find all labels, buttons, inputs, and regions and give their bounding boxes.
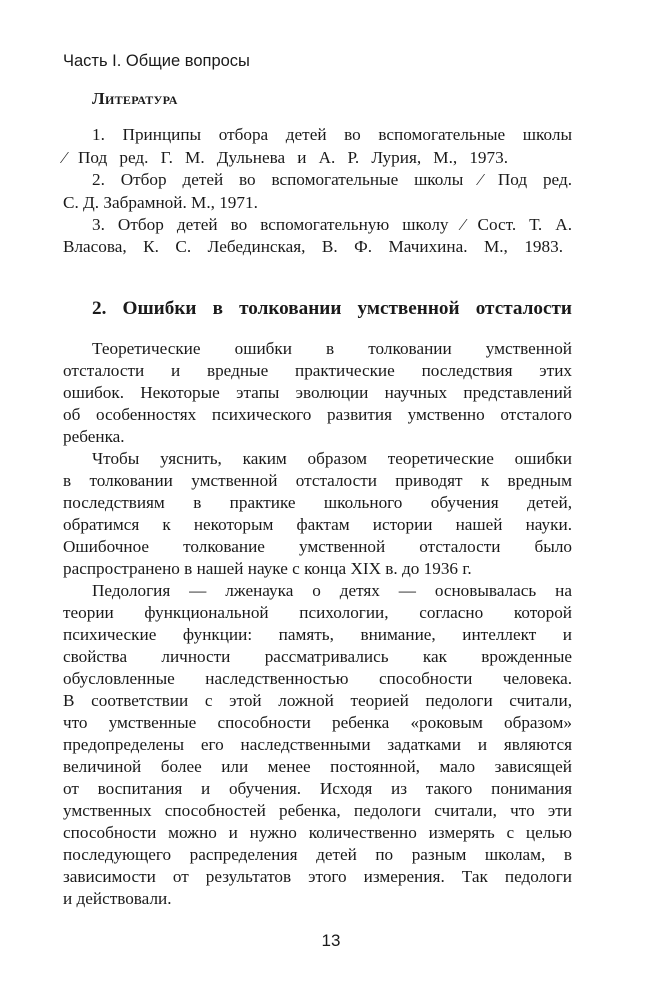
body-line: ребенка.	[63, 427, 125, 446]
running-head: Часть I. Общие вопросы	[63, 52, 250, 70]
body-line: от воспитания и обучения. Исходя из такого понимания	[63, 779, 572, 798]
body-line: предопределены его наследственными задатками и являются	[63, 735, 572, 754]
literature-item-2-line-1: 2. Отбор детей во вспомогательные школы ⁄ Под ред.	[92, 170, 572, 189]
section-title: 2. Ошибки в толковании умственной отсталости	[92, 298, 572, 319]
body-line: Чтобы уяснить, каким образом теоретические ошибки	[92, 449, 572, 468]
body-line: свойства личности рассматривались как врожденные	[63, 647, 572, 666]
literature-item-3-line-1: 3. Отбор детей во вспомогательную школу ⁄ Сост. Т. А.	[92, 215, 572, 234]
body-line: Педология — лженаука о детях — основывалась на	[92, 581, 572, 600]
body-line: об особенностях психического развития умственно отсталого	[63, 405, 572, 424]
body-line: величиной более или менее постоянной, мало зависящей	[63, 757, 572, 776]
body-line: обусловленные наследственностью способности человека.	[63, 669, 572, 688]
body-line: последствиям в практике школьного обучения детей,	[63, 493, 572, 512]
body-line: умственных способностей ребенка, педологи считали, что эти	[63, 801, 572, 820]
body-line: Теоретические ошибки в толковании умственной	[92, 339, 572, 358]
page-number: 13	[321, 931, 341, 950]
body-line: и действовали.	[63, 889, 172, 908]
literature-heading: Литература	[92, 89, 178, 108]
body-line: отсталости и вредные практические последствия этих	[63, 361, 572, 380]
body-line: Ошибочное толкование умственной отсталости было	[63, 537, 572, 556]
body-line: способности можно и нужно количественно измерять с целью	[63, 823, 572, 842]
body-line: психические функции: память, внимание, интеллект и	[63, 625, 572, 644]
literature-item-2-line-2: С. Д. Забрамной. М., 1971.	[63, 193, 258, 212]
body-line: зависимости от результатов этого измерения. Так педологи	[63, 867, 572, 886]
body-line: ошибок. Некоторые этапы эволюции научных представлений	[63, 383, 572, 402]
body-line: в толковании умственной отсталости приводят к вредным	[63, 471, 572, 490]
body-line: что умственные способности ребенка «роковым образом»	[63, 713, 572, 732]
literature-item-3-line-2: Власова, К. С. Лебединская, В. Ф. Мачихина. М., 1983.	[63, 237, 563, 256]
literature-item-1-line-2: ⁄ Под ред. Г. М. Дульнева и А. Р. Лурия, М., 1973.	[63, 148, 508, 167]
body-line: обратимся к некоторым фактам истории нашей науки.	[63, 515, 572, 534]
body-line: В соответствии с этой ложной теорией педологи считали,	[63, 691, 572, 710]
literature-item-1-line-1: 1. Принципы отбора детей во вспомогательные школы	[92, 125, 572, 144]
body-line: распространено в нашей науке с конца XIX в. до 1936 г.	[63, 559, 472, 578]
body-line: теории функциональной психологии, согласно которой	[63, 603, 572, 622]
body-line: последующего распределения детей по разным школам, в	[63, 845, 572, 864]
